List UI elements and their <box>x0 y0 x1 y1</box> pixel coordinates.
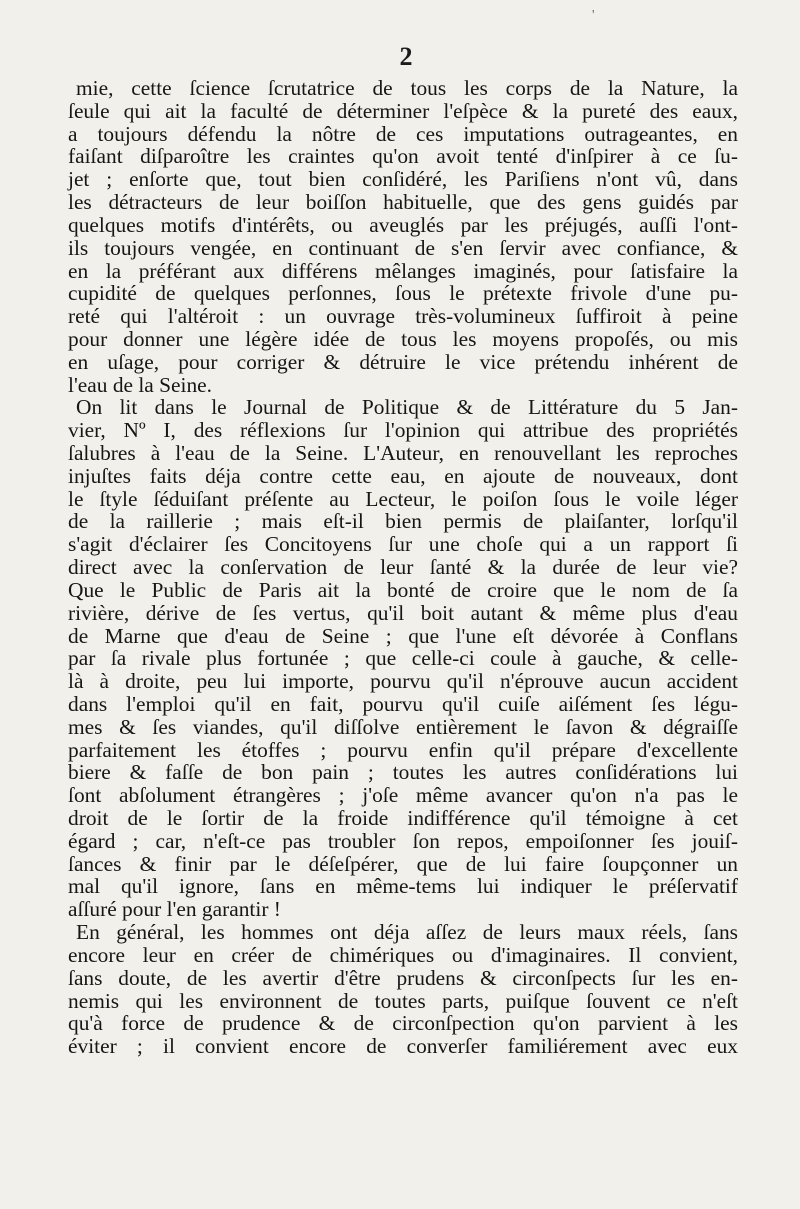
text-line: pour donner une légère idée de tous les moyens propoſés, ou mis <box>68 326 738 351</box>
text-line: jet ; enſorte que, tout bien conſidéré, les Pariſiens n'ont vû, dans <box>68 167 738 192</box>
text-line: cupidité de quelques perſonnes, ſous le prétexte frivole d'une pu- <box>68 281 738 306</box>
corner-mark: ' <box>592 8 595 23</box>
text-line: vier, Nº I, des réflexions ſur l'opinion qui attribue des propriétés <box>68 418 738 443</box>
text-line: encore leur en créer de chimériques ou d'imaginaires. Il convient, <box>68 942 738 967</box>
text-line: reté qui l'altéroit : un ouvrage très-volumineux ſuffiroit à peine <box>68 304 738 329</box>
text-line: En général, les hommes ont déja aſſez de leurs maux réels, ſans <box>76 920 738 945</box>
text-line: mes & ſes viandes, qu'il diſſolve entièrement le ſavon & dégraiſſe <box>68 714 738 739</box>
text-line: qu'à force de prudence & de circonſpection qu'on parvient à les <box>68 1011 738 1036</box>
text-line: a toujours défendu la nôtre de ces imputations outrageantes, en <box>68 121 738 146</box>
text-line: faiſant diſparoître les craintes qu'on avoit tenté d'inſpirer à ce ſu- <box>68 144 738 169</box>
text-line: le ſtyle ſéduiſant préſente au Lecteur, le poiſon ſous le voile léger <box>68 486 738 511</box>
text-line: ils toujours vengée, en continuant de s'en ſervir avec confiance, & <box>68 235 738 260</box>
text-line: biere & faſſe de bon pain ; toutes les autres conſidérations lui <box>68 760 738 785</box>
text-line: aſſuré pour l'en garantir ! <box>68 897 281 922</box>
text-line: nemis qui les environnent de toutes parts, puiſque ſouvent ce n'eſt <box>68 988 738 1013</box>
text-line: ſances & finir par le déſeſpérer, que de lui faire ſoupçonner un <box>68 851 738 876</box>
text-line: droit de le ſortir de la froide indifférence qu'il témoigne à cet <box>68 806 738 830</box>
text-line: de la raillerie ; mais eſt-il bien permis de plaiſanter, lorſqu'il <box>68 509 738 534</box>
text-line: Que le Public de Paris ait la bonté de croire que le nom de ſa <box>68 577 738 602</box>
text-line: ſalubres à l'eau de la Seine. L'Auteur, en renouvellant les reproches <box>68 441 738 465</box>
text-line: égard ; car, n'eſt-ce pas troubler ſon repos, empoiſonner ſes jouiſ- <box>68 828 738 853</box>
text-line: parfaitement les étoffes ; pourvu enfin qu'il prépare d'excellente <box>68 737 738 762</box>
text-line: ſont abſolument étrangères ; j'oſe même avancer qu'on n'a pas le <box>68 783 738 808</box>
text-line: l'eau de la Seine. <box>68 372 213 397</box>
page-number: 2 <box>399 42 413 71</box>
text-line: en uſage, pour corriger & détruire le vice prétendu inhérent de <box>68 349 738 374</box>
text-line: en la préférant aux différens mêlanges imaginés, pour ſatisfaire la <box>68 258 738 283</box>
text-line: éviter ; il convient encore de converſer familiérement avec eux <box>68 1034 738 1059</box>
text-line: ſans doute, de les avertir d'être prudens & circonſpects ſur les en- <box>68 965 738 990</box>
body-text <box>68 77 738 1058</box>
text-line: là à droite, peu lui importe, pourvu qu'il n'éprouve aucun accident <box>68 669 738 694</box>
text-line: s'agit d'éclairer ſes Concitoyens ſur une choſe qui a un rapport ſi <box>68 532 738 557</box>
text-line: injuſtes faits déja contre cette eau, en ajoute de nouveaux, dont <box>68 463 738 488</box>
text-line: les détracteurs de leur boiſſon habituelle, que des gens guidés par <box>68 190 738 215</box>
text-line: dans l'emploi qu'il en fait, pourvu qu'il cuiſe aiſément ſes légu- <box>68 691 738 716</box>
text-line: par ſa rivale plus fortunée ; que celle-ci coule à gauche, & celle- <box>68 646 738 671</box>
text-line: direct avec la conſervation de leur ſanté & la durée de leur vie? <box>68 555 738 580</box>
text-line: quelques motifs d'intérêts, ou aveuglés par les préjugés, auſſi l'ont- <box>68 212 738 237</box>
text-line: ſeule qui ait la faculté de déterminer l'eſpèce & la pureté des eaux, <box>68 98 738 123</box>
text-line: mal qu'il ignore, ſans en même-tems lui indiquer le préſervatif <box>68 874 738 899</box>
text-line: rivière, dérive de ſes vertus, qu'il boit autant & même plus d'eau <box>68 600 738 625</box>
text-line: On lit dans le Journal de Politique & de Littérature du 5 Jan- <box>76 395 738 420</box>
text-line: de Marne que d'eau de Seine ; que l'une eſt dévorée à Conflans <box>68 623 738 648</box>
text-line: mie, cette ſcience ſcrutatrice de tous les corps de la Nature, la <box>76 76 738 100</box>
